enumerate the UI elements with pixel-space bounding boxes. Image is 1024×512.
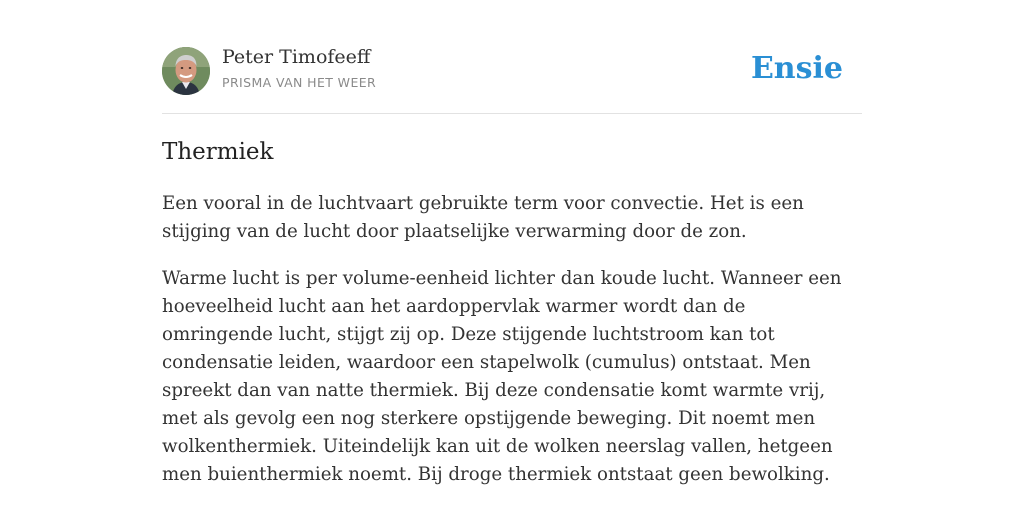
author-source[interactable]: PRISMA VAN HET WEER [222, 75, 377, 90]
article-card [162, 0, 862, 512]
article-title: Thermiek [162, 139, 274, 165]
header-divider [162, 113, 862, 114]
article-paragraph: Warme lucht is per volume-eenheid lichter dan koude lucht. Wanneer een hoeveelheid lucht aan het aardoppervlak warmer wordt dan de omringende lucht, stijgt zij op. Deze stijgende luchtstroom kan tot condensatie leiden, waardoor een stapelwolk (cumulus) ontstaat. Men spreekt dan van natte thermiek. Bij deze condensatie komt warmte vrij, met als gevolg een nog sterkere opstijgende beweging. Dit noemt men wolkenthermiek. Uiteindelijk kan uit de wolken neerslag vallen, hetgeen men buienthermiek noemt. Bij droge thermiek ontstaat geen bewolking. [162, 268, 842, 485]
author-avatar[interactable] [162, 47, 210, 95]
article-header [162, 46, 862, 96]
article-paragraph: Een vooral in de luchtvaart gebruikte term voor convectie. Het is een stijging van de lucht door plaatselijke verwarming door de zon. [162, 193, 804, 242]
author-photo [162, 47, 210, 95]
author-name[interactable]: Peter Timofeeff [222, 46, 371, 68]
brand-logo[interactable]: Ensie [750, 51, 843, 86]
